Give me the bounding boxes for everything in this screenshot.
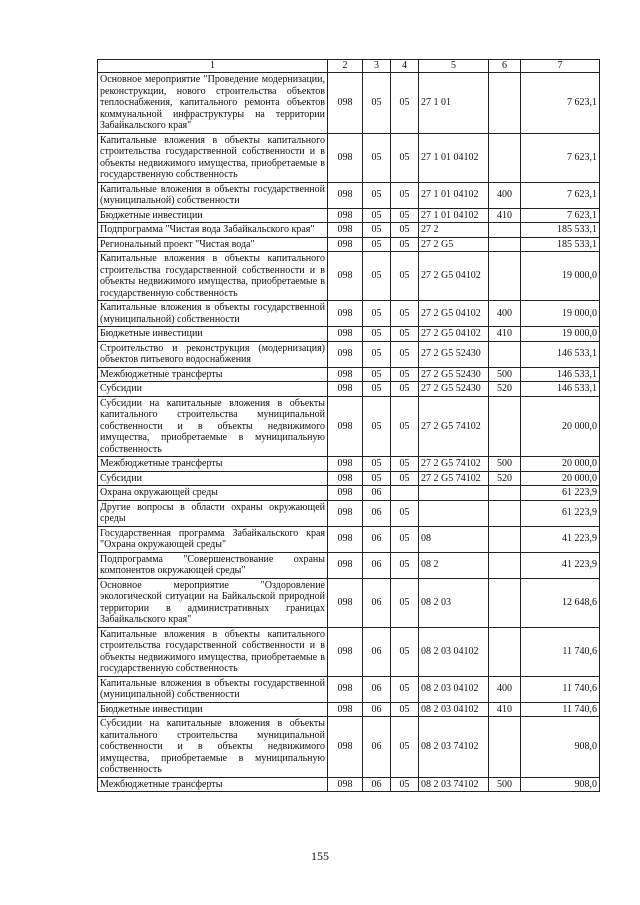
table-row — [98, 208, 600, 223]
row-subsection: 05 — [391, 367, 419, 382]
row-section: 05 — [363, 252, 391, 301]
row-target-article: 27 2 G5 74102 — [419, 396, 489, 457]
row-section: 06 — [363, 526, 391, 552]
row-admin-code: 098 — [328, 252, 363, 301]
row-amount: 19 000,0 — [521, 301, 600, 327]
header-row — [98, 60, 600, 73]
table-row — [98, 471, 600, 486]
row-admin-code: 098 — [328, 702, 363, 717]
row-section: 05 — [363, 396, 391, 457]
row-target-article: 08 2 03 74102 — [419, 777, 489, 792]
table-row — [98, 301, 600, 327]
row-admin-code: 098 — [328, 717, 363, 778]
table-row — [98, 486, 600, 501]
row-amount: 61 223,9 — [521, 500, 600, 526]
row-admin-code: 098 — [328, 396, 363, 457]
row-amount: 41 223,9 — [521, 526, 600, 552]
row-expense-type — [489, 552, 521, 578]
row-section: 05 — [363, 367, 391, 382]
table-row — [98, 627, 600, 676]
row-name: Субсидии на капитальные вложения в объекты капитального строительства муниципальной собственности и в объекты недвижимого имущества, приобретаемые в муниципальную собственность — [98, 717, 328, 778]
row-section: 05 — [363, 208, 391, 223]
row-name: Региональный проект "Чистая вода" — [98, 237, 328, 252]
row-amount: 7 623,1 — [521, 182, 600, 208]
row-subsection: 05 — [391, 500, 419, 526]
table-row — [98, 341, 600, 367]
row-name: Подпрограмма "Совершенствование охраны компонентов окружающей среды" — [98, 552, 328, 578]
table-row — [98, 578, 600, 627]
row-subsection: 05 — [391, 327, 419, 342]
row-target-article: 08 2 03 74102 — [419, 717, 489, 778]
row-subsection — [391, 486, 419, 501]
column-header-3: 3 — [363, 60, 391, 73]
row-expense-type — [489, 578, 521, 627]
row-target-article: 27 2 — [419, 223, 489, 238]
row-name: Межбюджетные трансферты — [98, 457, 328, 472]
table-row — [98, 73, 600, 134]
row-name: Другие вопросы в области охраны окружающей среды — [98, 500, 328, 526]
row-expense-type: 410 — [489, 702, 521, 717]
row-section: 05 — [363, 182, 391, 208]
row-admin-code: 098 — [328, 223, 363, 238]
row-section: 06 — [363, 627, 391, 676]
row-admin-code: 098 — [328, 486, 363, 501]
row-subsection: 05 — [391, 133, 419, 182]
row-admin-code: 098 — [328, 578, 363, 627]
column-header-4: 4 — [391, 60, 419, 73]
row-name: Государственная программа Забайкальского края "Охрана окружающей среды" — [98, 526, 328, 552]
row-subsection: 05 — [391, 702, 419, 717]
row-expense-type: 400 — [489, 182, 521, 208]
row-subsection: 05 — [391, 182, 419, 208]
row-expense-type — [489, 73, 521, 134]
row-section: 05 — [363, 471, 391, 486]
row-target-article: 08 2 — [419, 552, 489, 578]
row-section: 05 — [363, 133, 391, 182]
row-amount: 908,0 — [521, 777, 600, 792]
row-target-article: 27 1 01 04102 — [419, 133, 489, 182]
column-header-7: 7 — [521, 60, 600, 73]
row-section: 05 — [363, 327, 391, 342]
row-name: Капитальные вложения в объекты капитального строительства государственной собственности и в объекты недвижимого имущества, приобретаемые в государственную собственность — [98, 627, 328, 676]
row-amount: 20 000,0 — [521, 457, 600, 472]
table-row — [98, 457, 600, 472]
row-amount: 11 740,6 — [521, 702, 600, 717]
row-admin-code: 098 — [328, 382, 363, 397]
row-expense-type: 500 — [489, 367, 521, 382]
row-section: 05 — [363, 223, 391, 238]
column-header-2: 2 — [328, 60, 363, 73]
row-admin-code: 098 — [328, 73, 363, 134]
row-amount: 185 533,1 — [521, 223, 600, 238]
row-name: Субсидии — [98, 471, 328, 486]
row-admin-code: 098 — [328, 182, 363, 208]
table-row — [98, 396, 600, 457]
row-section: 06 — [363, 717, 391, 778]
row-name: Капитальные вложения в объекты государственной (муниципальной) собственности — [98, 301, 328, 327]
row-expense-type — [489, 341, 521, 367]
table-row — [98, 500, 600, 526]
row-target-article: 27 2 G5 74102 — [419, 471, 489, 486]
row-expense-type: 500 — [489, 457, 521, 472]
row-admin-code: 098 — [328, 777, 363, 792]
row-expense-type: 410 — [489, 327, 521, 342]
column-header-1: 1 — [98, 60, 328, 73]
row-name: Межбюджетные трансферты — [98, 367, 328, 382]
row-amount: 20 000,0 — [521, 396, 600, 457]
row-expense-type: 500 — [489, 777, 521, 792]
row-name: Бюджетные инвестиции — [98, 208, 328, 223]
column-header-5: 5 — [419, 60, 489, 73]
row-target-article: 08 — [419, 526, 489, 552]
row-name: Основное мероприятие "Проведение модернизации, реконструкции, нового строительства объектов теплоснабжения, капитального ремонта объектов коммунальной инфраструктуры на территории Забайкальского края" — [98, 73, 328, 134]
row-admin-code: 098 — [328, 237, 363, 252]
row-expense-type — [489, 252, 521, 301]
row-expense-type — [489, 717, 521, 778]
row-amount: 41 223,9 — [521, 552, 600, 578]
table-row — [98, 552, 600, 578]
row-section: 05 — [363, 382, 391, 397]
row-admin-code: 098 — [328, 457, 363, 472]
table-row — [98, 252, 600, 301]
row-amount: 11 740,6 — [521, 676, 600, 702]
row-subsection: 05 — [391, 552, 419, 578]
row-name: Капитальные вложения в объекты государственной (муниципальной) собственности — [98, 676, 328, 702]
row-subsection: 05 — [391, 73, 419, 134]
row-target-article: 08 2 03 04102 — [419, 676, 489, 702]
row-subsection: 05 — [391, 223, 419, 238]
row-expense-type — [489, 500, 521, 526]
row-name: Основное мероприятие "Оздоровление экологической ситуации на Байкальской природной территории в административных границах Забайкальского края" — [98, 578, 328, 627]
table-row — [98, 367, 600, 382]
row-section: 06 — [363, 702, 391, 717]
row-subsection: 05 — [391, 301, 419, 327]
row-name: Капитальные вложения в объекты капитального строительства государственной собственности и в объекты недвижимого имущества, приобретаемые в государственную собственность — [98, 252, 328, 301]
table-row — [98, 676, 600, 702]
row-section: 05 — [363, 301, 391, 327]
row-admin-code: 098 — [328, 471, 363, 486]
row-name: Подпрограмма "Чистая вода Забайкальского края" — [98, 223, 328, 238]
row-subsection: 05 — [391, 578, 419, 627]
row-target-article: 27 1 01 — [419, 73, 489, 134]
row-name: Субсидии — [98, 382, 328, 397]
row-expense-type: 520 — [489, 471, 521, 486]
row-admin-code: 098 — [328, 367, 363, 382]
row-name: Строительство и реконструкция (модернизация) объектов питьевого водоснабжения — [98, 341, 328, 367]
row-subsection: 05 — [391, 208, 419, 223]
row-admin-code: 098 — [328, 301, 363, 327]
row-expense-type — [489, 627, 521, 676]
row-admin-code: 098 — [328, 341, 363, 367]
row-amount: 185 533,1 — [521, 237, 600, 252]
row-amount: 908,0 — [521, 717, 600, 778]
row-target-article: 08 2 03 04102 — [419, 702, 489, 717]
row-name: Охрана окружающей среды — [98, 486, 328, 501]
row-target-article: 27 2 G5 52430 — [419, 382, 489, 397]
row-expense-type: 520 — [489, 382, 521, 397]
row-section: 06 — [363, 578, 391, 627]
row-target-article: 27 1 01 04102 — [419, 182, 489, 208]
row-target-article: 27 1 01 04102 — [419, 208, 489, 223]
row-subsection: 05 — [391, 252, 419, 301]
row-expense-type — [489, 486, 521, 501]
row-section: 06 — [363, 777, 391, 792]
row-subsection: 05 — [391, 777, 419, 792]
row-target-article — [419, 500, 489, 526]
table-row — [98, 223, 600, 238]
table-row — [98, 777, 600, 792]
row-section: 05 — [363, 341, 391, 367]
row-amount: 20 000,0 — [521, 471, 600, 486]
row-target-article: 27 2 G5 — [419, 237, 489, 252]
row-expense-type — [489, 526, 521, 552]
row-section: 05 — [363, 73, 391, 134]
row-target-article: 08 2 03 04102 — [419, 627, 489, 676]
row-target-article: 27 2 G5 04102 — [419, 252, 489, 301]
row-expense-type — [489, 223, 521, 238]
row-admin-code: 098 — [328, 327, 363, 342]
table-row — [98, 382, 600, 397]
row-subsection: 05 — [391, 676, 419, 702]
row-admin-code: 098 — [328, 627, 363, 676]
row-target-article: 27 2 G5 52430 — [419, 367, 489, 382]
table-row — [98, 237, 600, 252]
row-admin-code: 098 — [328, 676, 363, 702]
row-target-article — [419, 486, 489, 501]
row-name: Бюджетные инвестиции — [98, 327, 328, 342]
row-subsection: 05 — [391, 526, 419, 552]
row-expense-type: 400 — [489, 676, 521, 702]
row-admin-code: 098 — [328, 208, 363, 223]
row-amount: 19 000,0 — [521, 327, 600, 342]
row-amount: 146 533,1 — [521, 341, 600, 367]
row-amount: 146 533,1 — [521, 382, 600, 397]
table-row — [98, 327, 600, 342]
row-amount: 11 740,6 — [521, 627, 600, 676]
row-subsection: 05 — [391, 457, 419, 472]
row-expense-type: 410 — [489, 208, 521, 223]
page-number: 155 — [311, 849, 329, 863]
row-admin-code: 098 — [328, 552, 363, 578]
row-amount: 19 000,0 — [521, 252, 600, 301]
table-row — [98, 526, 600, 552]
row-name: Капитальные вложения в объекты капитального строительства государственной собственности и в объекты недвижимого имущества, приобретаемые в государственную собственность — [98, 133, 328, 182]
row-amount: 146 533,1 — [521, 367, 600, 382]
row-admin-code: 098 — [328, 500, 363, 526]
row-section: 06 — [363, 676, 391, 702]
row-admin-code: 098 — [328, 133, 363, 182]
row-name: Субсидии на капитальные вложения в объекты капитального строительства муниципальной собственности и в объекты недвижимого имущества, приобретаемые в муниципальную собственность — [98, 396, 328, 457]
row-expense-type — [489, 396, 521, 457]
row-section: 06 — [363, 500, 391, 526]
row-section: 05 — [363, 237, 391, 252]
table-row — [98, 717, 600, 778]
row-amount: 12 648,6 — [521, 578, 600, 627]
row-subsection: 05 — [391, 627, 419, 676]
row-subsection: 05 — [391, 717, 419, 778]
row-amount: 7 623,1 — [521, 208, 600, 223]
row-target-article: 27 2 G5 74102 — [419, 457, 489, 472]
row-subsection: 05 — [391, 341, 419, 367]
table-row — [98, 182, 600, 208]
row-expense-type — [489, 237, 521, 252]
table-row — [98, 133, 600, 182]
column-header-6: 6 — [489, 60, 521, 73]
row-amount: 7 623,1 — [521, 133, 600, 182]
row-subsection: 05 — [391, 396, 419, 457]
row-name: Капитальные вложения в объекты государственной (муниципальной) собственности — [98, 182, 328, 208]
row-amount: 61 223,9 — [521, 486, 600, 501]
row-target-article: 08 2 03 — [419, 578, 489, 627]
row-expense-type: 400 — [489, 301, 521, 327]
row-name: Бюджетные инвестиции — [98, 702, 328, 717]
row-target-article: 27 2 G5 04102 — [419, 327, 489, 342]
row-section: 06 — [363, 552, 391, 578]
row-name: Межбюджетные трансферты — [98, 777, 328, 792]
row-subsection: 05 — [391, 382, 419, 397]
row-target-article: 27 2 G5 04102 — [419, 301, 489, 327]
budget-table — [97, 59, 600, 792]
row-expense-type — [489, 133, 521, 182]
table-row — [98, 702, 600, 717]
row-section: 06 — [363, 486, 391, 501]
row-amount: 7 623,1 — [521, 73, 600, 134]
row-subsection: 05 — [391, 471, 419, 486]
row-subsection: 05 — [391, 237, 419, 252]
row-admin-code: 098 — [328, 526, 363, 552]
row-target-article: 27 2 G5 52430 — [419, 341, 489, 367]
row-section: 05 — [363, 457, 391, 472]
